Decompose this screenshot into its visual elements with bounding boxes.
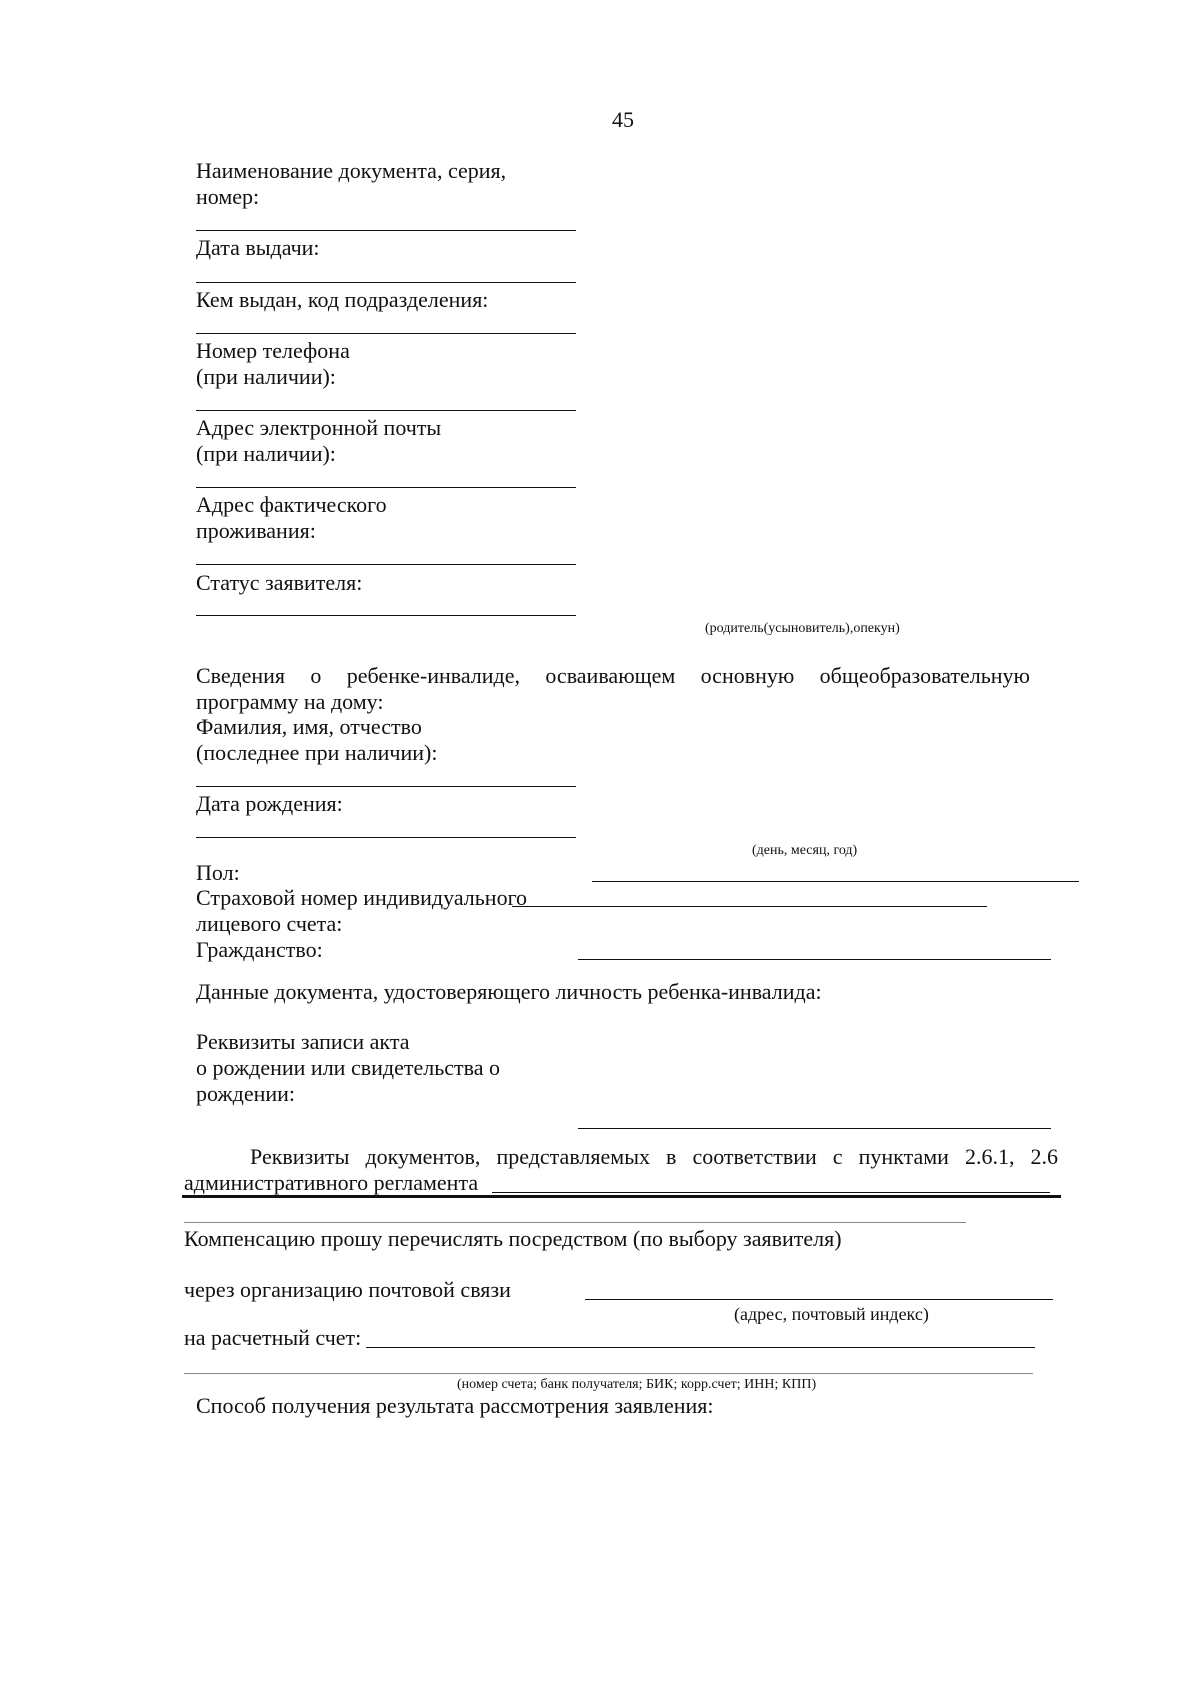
- child-intro-1: Сведения о ребенке-инвалиде, осваивающем основную общеобразовательную: [196, 663, 1030, 688]
- label-address-1: Адрес фактического: [196, 492, 387, 517]
- label-snils-2: лицевого счета:: [196, 911, 343, 936]
- label-address-2: проживания:: [196, 518, 316, 543]
- birth-date-hint: (день, месяц, год): [752, 843, 858, 858]
- label-status: Статус заявителя:: [196, 570, 363, 595]
- label-issue-date: Дата выдачи:: [196, 235, 320, 260]
- label-doc-name-2: номер:: [196, 184, 260, 209]
- phone-line[interactable]: [196, 410, 576, 411]
- label-doc-name-1: Наименование документа, серия,: [196, 158, 507, 183]
- status-line[interactable]: [196, 615, 576, 616]
- page-number: 45: [612, 107, 634, 132]
- post-hint: (адрес, почтовый индекс): [734, 1304, 929, 1324]
- requisites-divider: [182, 1195, 1061, 1198]
- citizenship-line[interactable]: [578, 959, 1051, 960]
- label-act-2: о рождении или свидетельства о: [196, 1055, 500, 1080]
- label-issued-by: Кем выдан, код подразделения:: [196, 287, 489, 312]
- child-intro-2: программу на дому:: [196, 689, 384, 714]
- label-phone-1: Номер телефона: [196, 338, 350, 363]
- issue-date-line[interactable]: [196, 282, 576, 283]
- label-account: на расчетный счет:: [184, 1325, 362, 1350]
- account-line[interactable]: [366, 1347, 1035, 1348]
- act-line[interactable]: [578, 1128, 1051, 1129]
- email-line[interactable]: [196, 487, 576, 488]
- label-email-1: Адрес электронной почты: [196, 415, 442, 440]
- requisites-extra-line[interactable]: [184, 1222, 966, 1223]
- snils-line[interactable]: [512, 906, 987, 907]
- sex-line[interactable]: [592, 881, 1079, 882]
- label-birth-date: Дата рождения:: [196, 791, 343, 816]
- requisites-line-2: административного регламента: [184, 1170, 479, 1195]
- label-result-method: Способ получения результата рассмотрения заявления:: [196, 1393, 714, 1418]
- label-email-2: (при наличии):: [196, 441, 336, 466]
- label-act-3: рождении:: [196, 1081, 296, 1106]
- label-act-1: Реквизиты записи акта: [196, 1029, 410, 1054]
- requisites-line-1: Реквизиты документов, представляемых в соответствии с пунктами 2.6.1, 2.6: [250, 1144, 1058, 1169]
- child-fio-line[interactable]: [196, 786, 576, 787]
- status-hint: (родитель(усыновитель),опекун): [705, 621, 900, 636]
- post-line[interactable]: [585, 1299, 1053, 1300]
- label-child-fio-2: (последнее при наличии):: [196, 740, 438, 765]
- label-snils-1: Страховой номер индивидуального: [196, 885, 528, 910]
- issued-by-line[interactable]: [196, 333, 576, 334]
- label-post: через организацию почтовой связи: [184, 1277, 511, 1302]
- account-hint: (номер счета; банк получателя; БИК; корр.счет; ИНН; КПП): [457, 1377, 817, 1392]
- compensation-title: Компенсацию прошу перечислять посредством (по выбору заявителя): [184, 1226, 842, 1251]
- label-citizenship: Гражданство:: [196, 937, 323, 962]
- label-phone-2: (при наличии):: [196, 364, 336, 389]
- address-line[interactable]: [196, 564, 576, 565]
- birth-date-line[interactable]: [196, 837, 576, 838]
- label-id-doc: Данные документа, удостоверяющего личность ребенка-инвалида:: [196, 979, 822, 1004]
- doc-name-line[interactable]: [196, 230, 576, 231]
- account-extra-line[interactable]: [184, 1373, 1033, 1374]
- label-sex: Пол:: [196, 860, 240, 885]
- requisites-line[interactable]: [492, 1192, 1050, 1193]
- label-child-fio-1: Фамилия, имя, отчество: [196, 714, 422, 739]
